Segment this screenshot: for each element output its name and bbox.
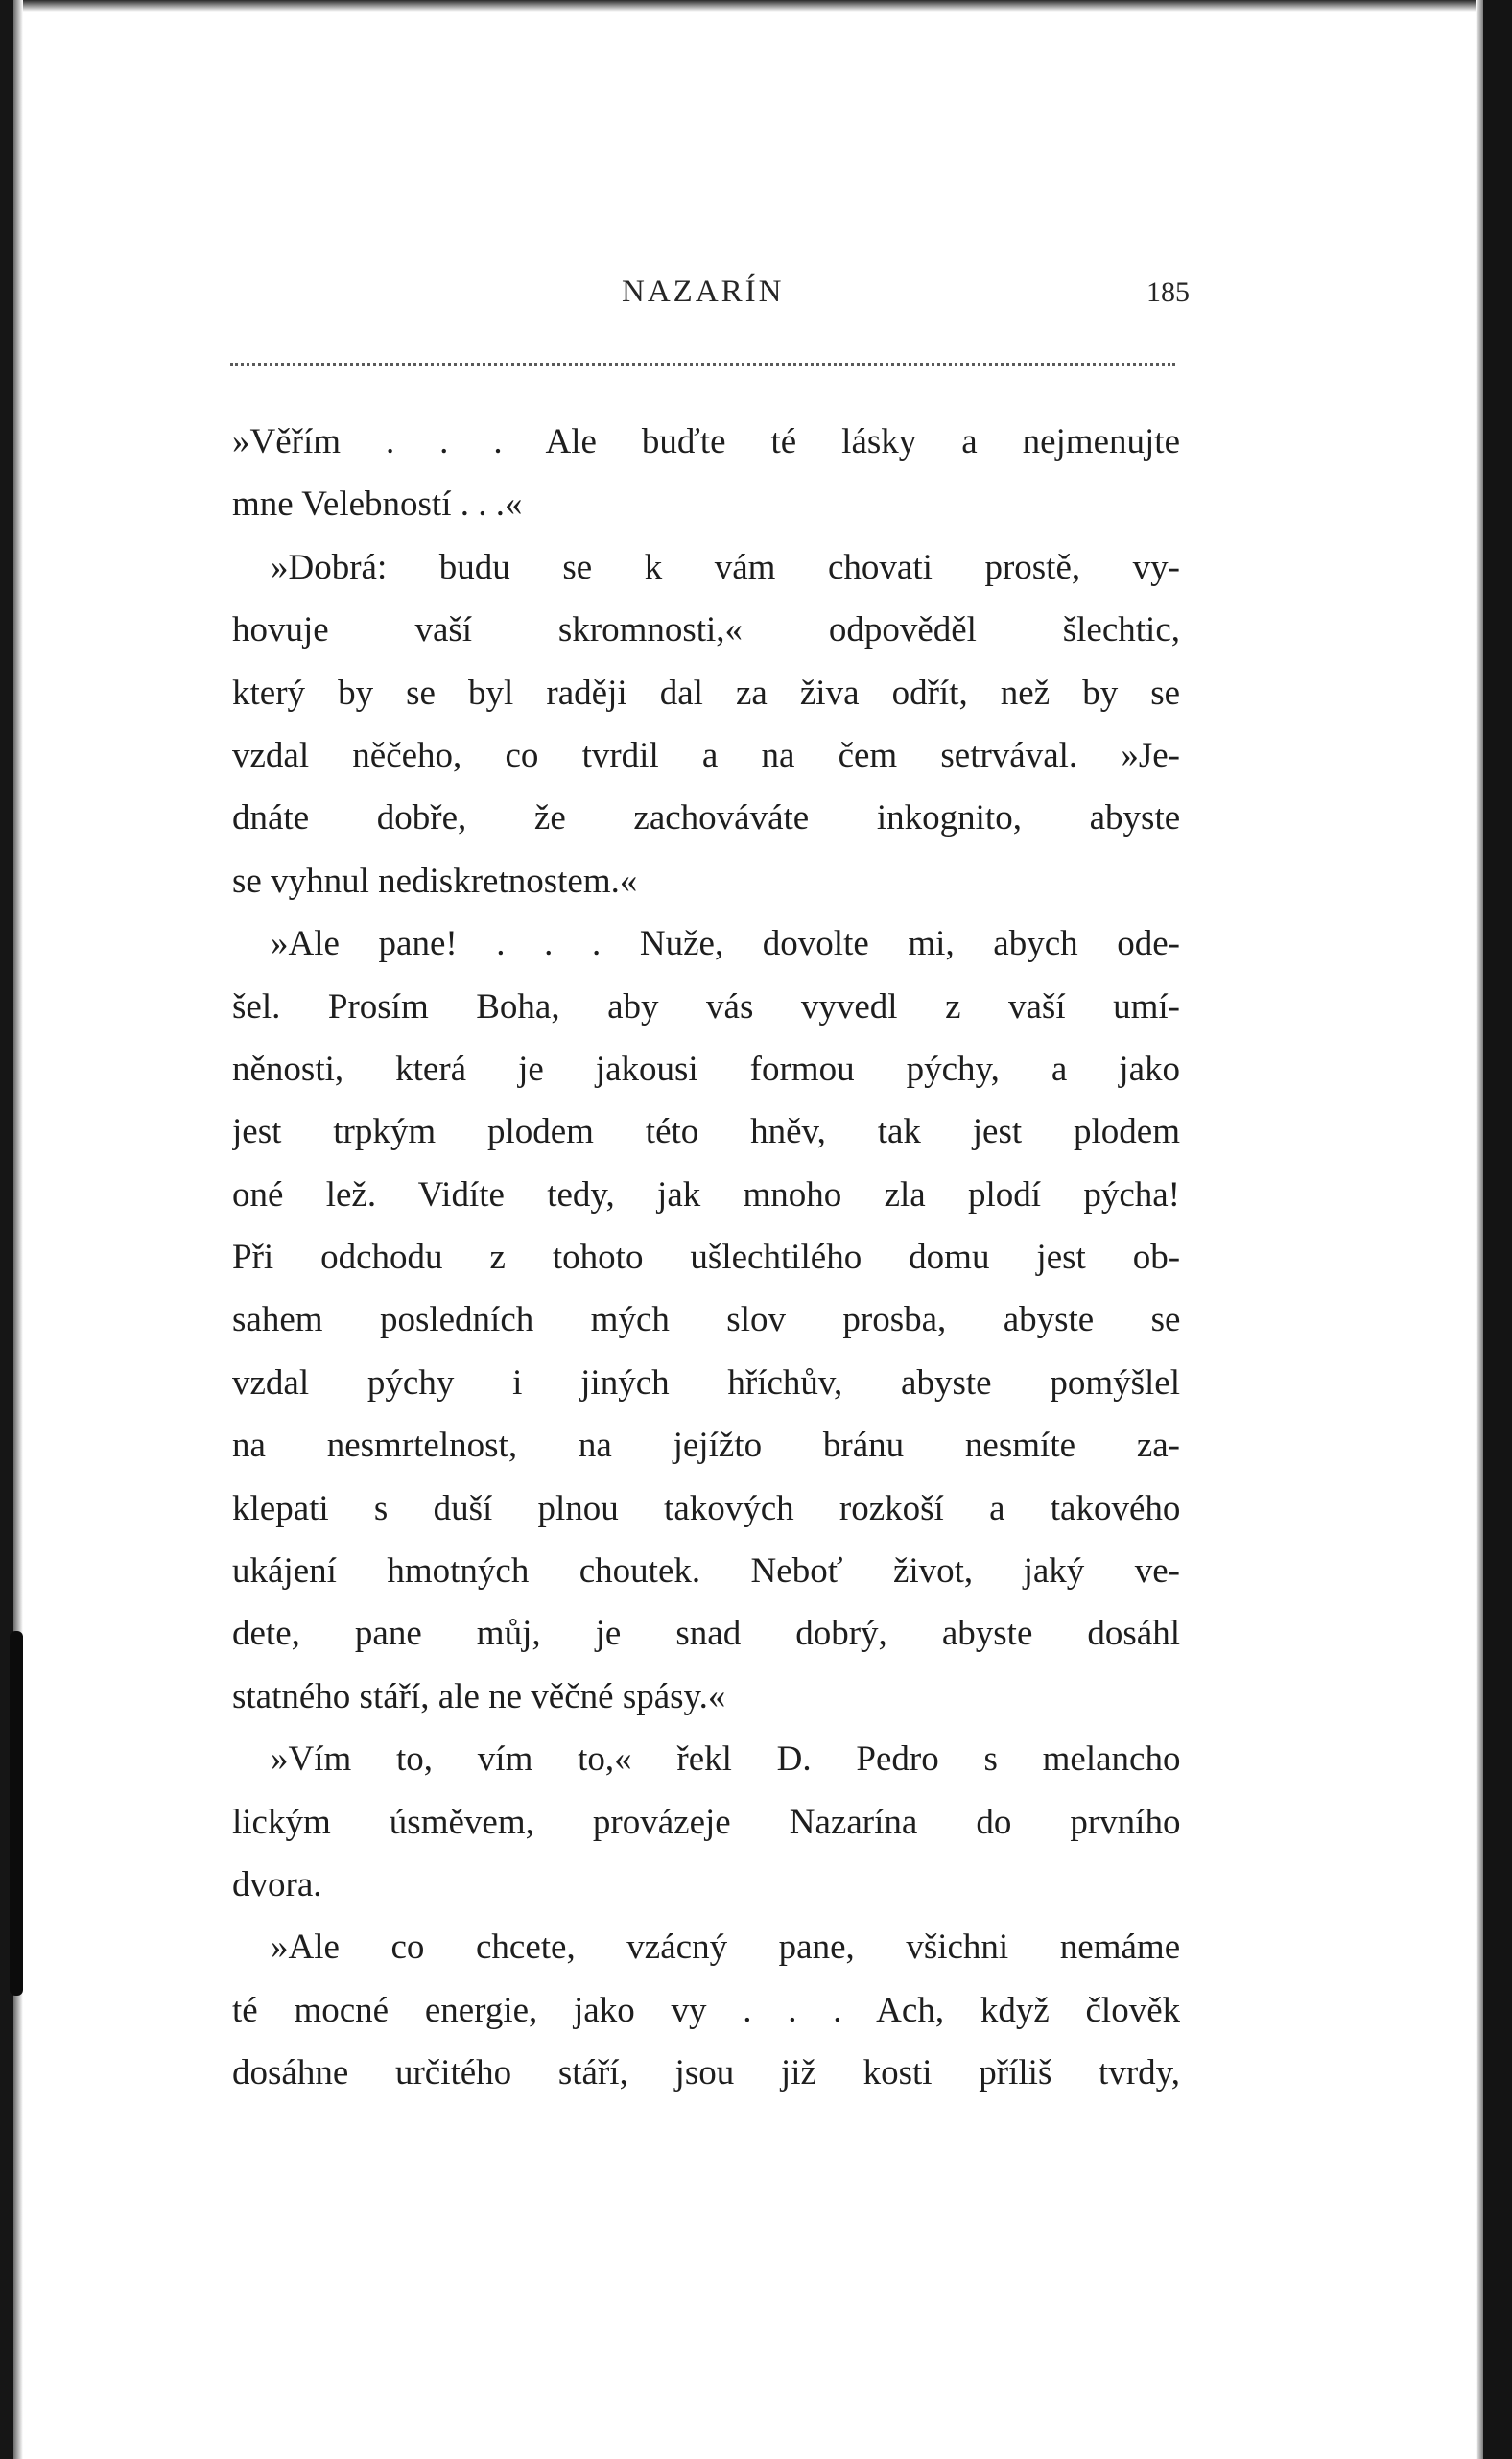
text-line: statného stáří, ale ne věčné spásy.« bbox=[232, 1676, 726, 1716]
page-number: 185 bbox=[1146, 276, 1190, 308]
text-line: sahem posledních mých slov prosba, abyste se bbox=[232, 1300, 1180, 1340]
scan-edge-left bbox=[0, 0, 13, 2459]
body-text bbox=[232, 411, 1180, 2105]
text-line: hovuje vaší skromnosti,« odpověděl šlechtic, bbox=[232, 610, 1180, 650]
text-line: na nesmrtelnost, na jejížto bránu nesmíte za- bbox=[232, 1426, 1180, 1466]
text-line: »Věřím . . . Ale buďte té lásky a nejmenujte bbox=[232, 422, 1180, 461]
text-line: vzdal pýchy i jiných hříchův, abyste pomýšlel bbox=[232, 1362, 1180, 1403]
running-title: NAZARÍN bbox=[622, 274, 785, 309]
text-line: ukájení hmotných choutek. Neboť život, jaký ve- bbox=[232, 1551, 1180, 1592]
text-line: šel. Prosím Boha, aby vás vyvedl z vaší umí- bbox=[232, 986, 1180, 1027]
text-line: dosáhne určitého stáří, jsou již kosti příliš tvrdy, bbox=[232, 2053, 1180, 2093]
text-line: »Ale co chcete, vzácný pane, všichni nemáme bbox=[271, 1927, 1180, 1968]
text-line: Při odchodu z tohoto ušlechtilého domu jest ob- bbox=[232, 1238, 1180, 1278]
text-line: mne Velebností . . .« bbox=[232, 485, 523, 525]
text-line: dnáte dobře, že zachováváte inkognito, abyste bbox=[232, 798, 1180, 839]
text-line: té mocné energie, jako vy . . . Ach, když člověk bbox=[232, 1990, 1180, 2030]
text-line: klepati s duší plnou takových rozkoší a takového bbox=[232, 1488, 1180, 1528]
scan-edge-right-shadow bbox=[1476, 0, 1483, 2459]
text-line: »Ale pane! . . . Nuže, dovolte mi, abych ode- bbox=[271, 924, 1180, 964]
text-line: »Dobrá: budu se k vám chovati prostě, vy- bbox=[271, 547, 1180, 587]
text-line: se vyhnul nediskretnostem.« bbox=[232, 861, 638, 901]
text-line: lickým úsměvem, provázeje Nazarína do prvního bbox=[232, 1802, 1180, 1842]
page-header bbox=[230, 274, 1190, 332]
binding-mark bbox=[10, 1631, 23, 1996]
header-rule bbox=[230, 363, 1175, 366]
text-line: něnosti, která je jakousi formou pýchy, a jako bbox=[232, 1049, 1180, 1089]
text-line: který by se byl raději dal za živa odřít, než by se bbox=[232, 673, 1180, 713]
scan-edge-left-shadow bbox=[13, 0, 23, 2459]
text-line: oné lež. Vidíte tedy, jak mnoho zla plodí pýcha! bbox=[232, 1174, 1180, 1215]
text-line: dete, pane můj, je snad dobrý, abyste dosáhl bbox=[232, 1614, 1180, 1654]
scan-edge-right bbox=[1483, 0, 1512, 2459]
text-line: vzdal něčeho, co tvrdil a na čem setrvával. »Je- bbox=[232, 735, 1180, 775]
scan-edge-top bbox=[0, 0, 1512, 12]
text-line: dvora. bbox=[232, 1864, 322, 1904]
text-line: »Vím to, vím to,« řekl D. Pedro s melancho bbox=[271, 1739, 1180, 1780]
text-line: jest trpkým plodem této hněv, tak jest plodem bbox=[232, 1112, 1180, 1152]
